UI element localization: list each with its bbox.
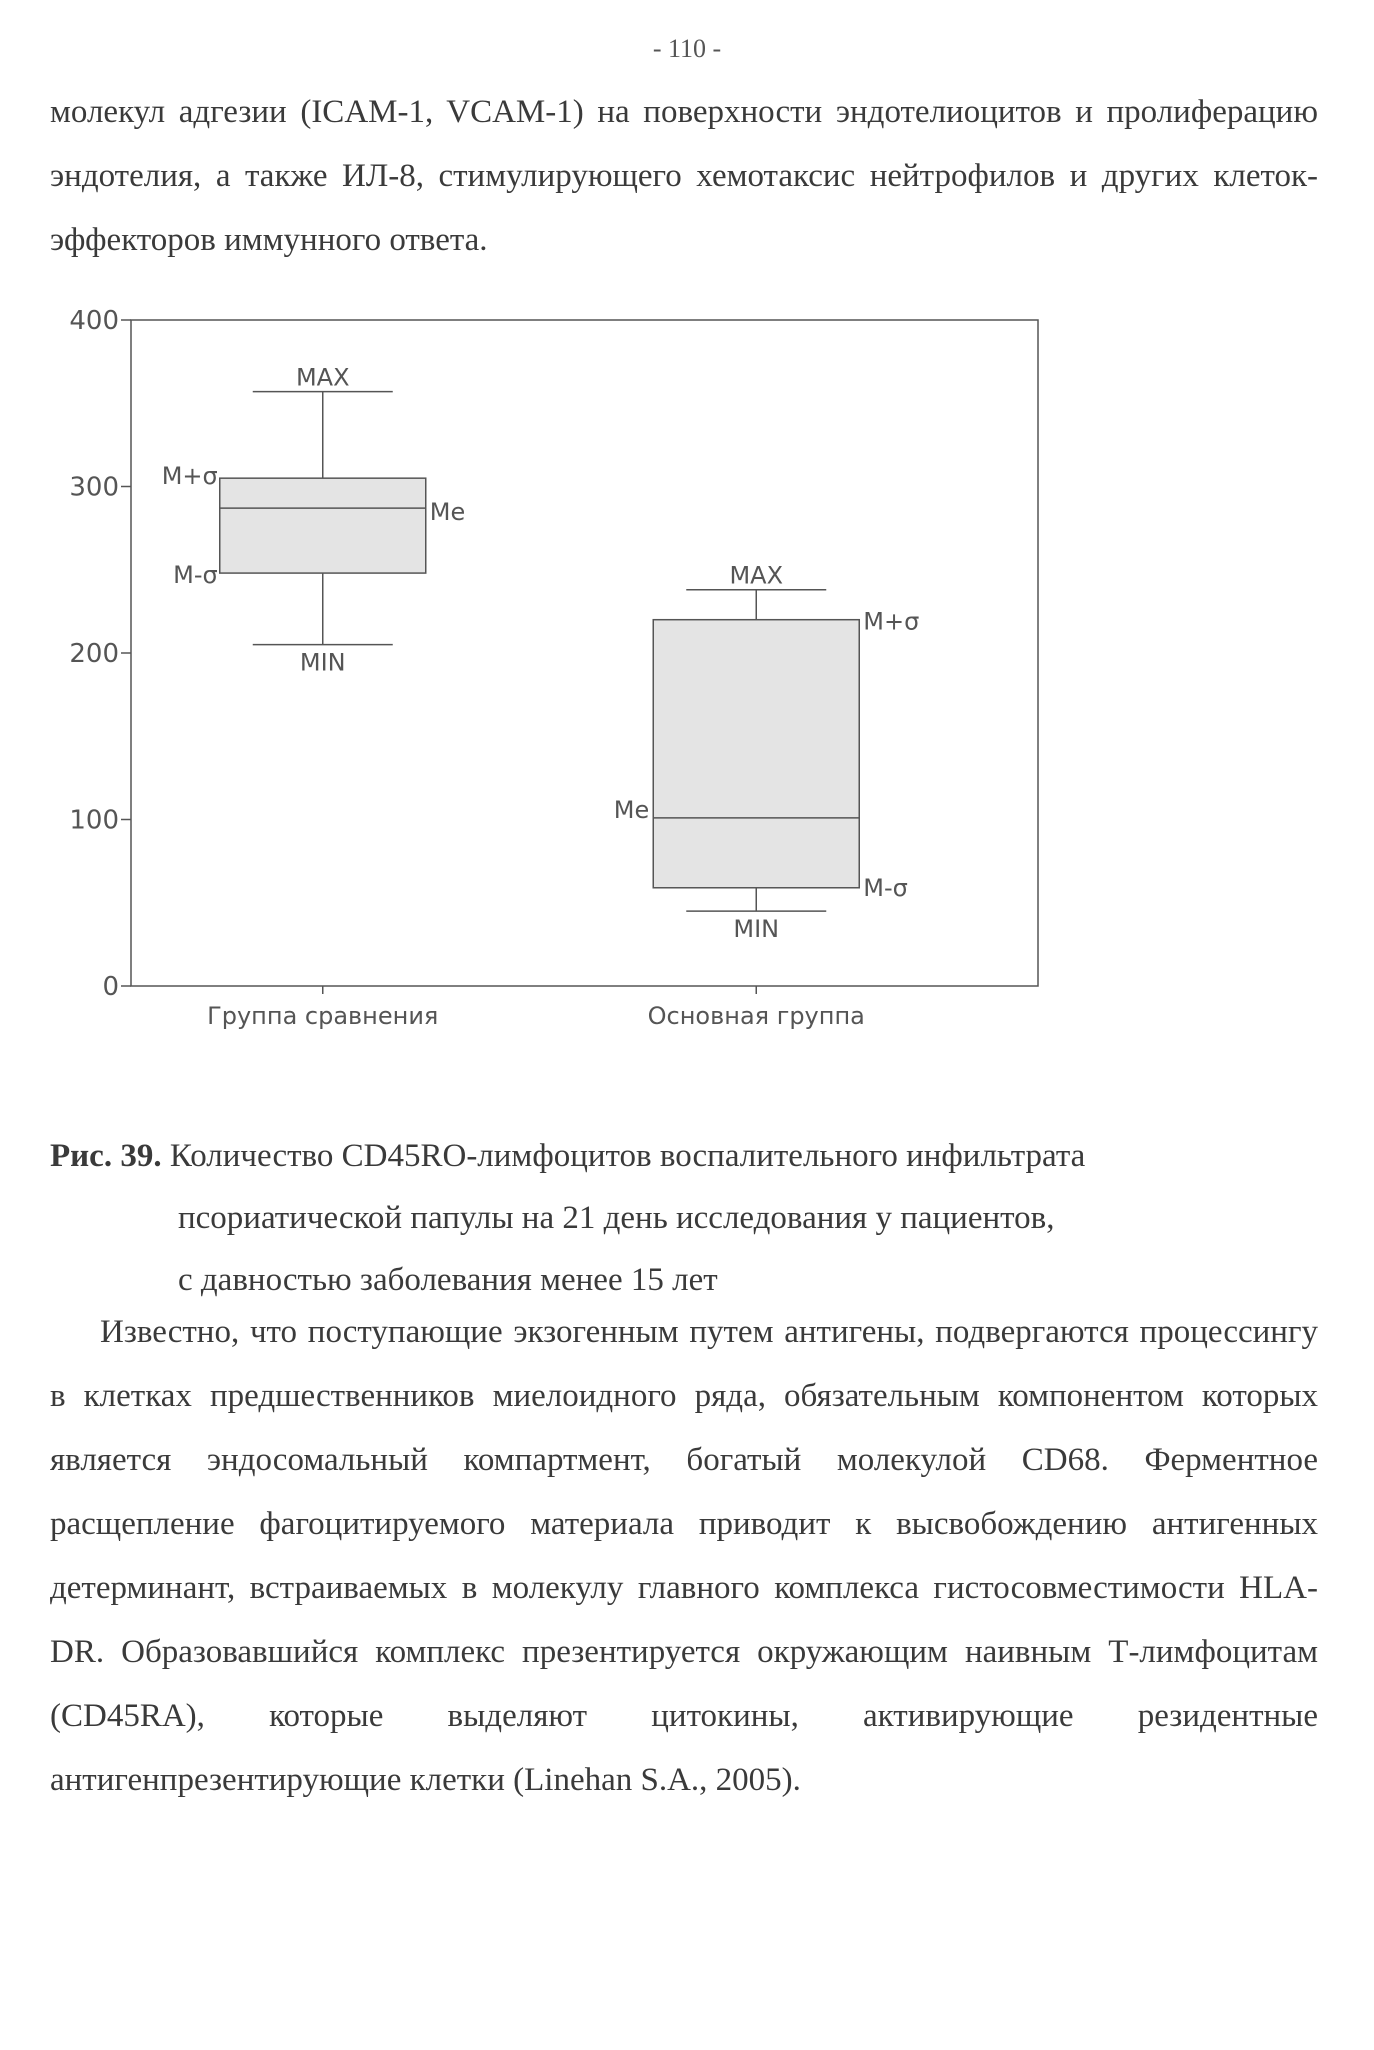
min-label: MIN (299, 648, 346, 677)
m-minus-sigma-label: M-σ (863, 873, 908, 902)
y-tick-label: 200 (69, 639, 119, 669)
x-tick-label: Основная группа (647, 1002, 865, 1030)
box-group (162, 364, 466, 677)
paragraph-intro: молекул адгезии (ICAM-1, VCAM-1) на поверхности эндотелиоцитов и пролиферацию эндотелия, а также ИЛ-8, стимулирующего хемотаксис нейтрофилов и других клеток-эффекторов иммунного ответа. (50, 94, 1318, 258)
x-tick-labels (207, 986, 865, 1030)
min-label: MIN (733, 915, 780, 944)
figure-label: Рис. 39. (50, 1138, 162, 1174)
paragraph-main: Известно, что поступающие экзогенным путем антигены, подвергаются процессингу в клетках предшественников миелоидного ряда, обязательным компонентом которых является эндосомальный компартмент, богатый молекулой CD68. Ферментное расщепление фагоцитируемого материала приводит к высвобождению антигенных детерминант, встраиваемых в молекулу главного комплекса гистосовместимости HLA-DR. Образовавшийся комплекс презентируется окружающим наивным Т-лимфоцитам (CD45RA), которые выделяют цитокины, активирующие резидентные антигенпрезентирующие клетки (Linehan S.A., 2005). (50, 1314, 1318, 1798)
caption-text-1: Количество CD45RO-лимфоцитов воспалительного инфильтрата (169, 1138, 1086, 1174)
y-tick-label: 100 (69, 805, 119, 836)
box-group (614, 562, 920, 943)
median-label: Me (613, 795, 650, 824)
y-tick-label: 0 (102, 972, 119, 1002)
m-minus-sigma-label: M-σ (173, 561, 218, 590)
page-number: - 110 - (652, 34, 722, 63)
m-plus-sigma-label: M+σ (863, 607, 920, 636)
x-tick-label: Группа сравнения (207, 1002, 439, 1030)
y-tick-label: 400 (69, 306, 119, 336)
caption-line-2: псориатической папулы на 21 день исследования у пациентов, (178, 1200, 1055, 1236)
boxes (162, 364, 920, 943)
figure-caption (50, 1125, 1300, 1311)
iqr-box (653, 620, 859, 888)
iqr-box (220, 478, 426, 573)
m-plus-sigma-label: M+σ (161, 462, 218, 491)
median-label: Me (429, 498, 466, 527)
caption-line-3: с давностью заболевания менее 15 лет (178, 1262, 718, 1298)
boxplot-chart (28, 300, 1068, 1040)
boxplot-svg (28, 300, 1068, 1040)
max-label: MAX (729, 561, 784, 590)
y-ticks (69, 306, 131, 1002)
caption-line-1 (50, 1125, 1300, 1187)
max-label: MAX (295, 363, 350, 392)
y-tick-label: 300 (69, 472, 119, 503)
